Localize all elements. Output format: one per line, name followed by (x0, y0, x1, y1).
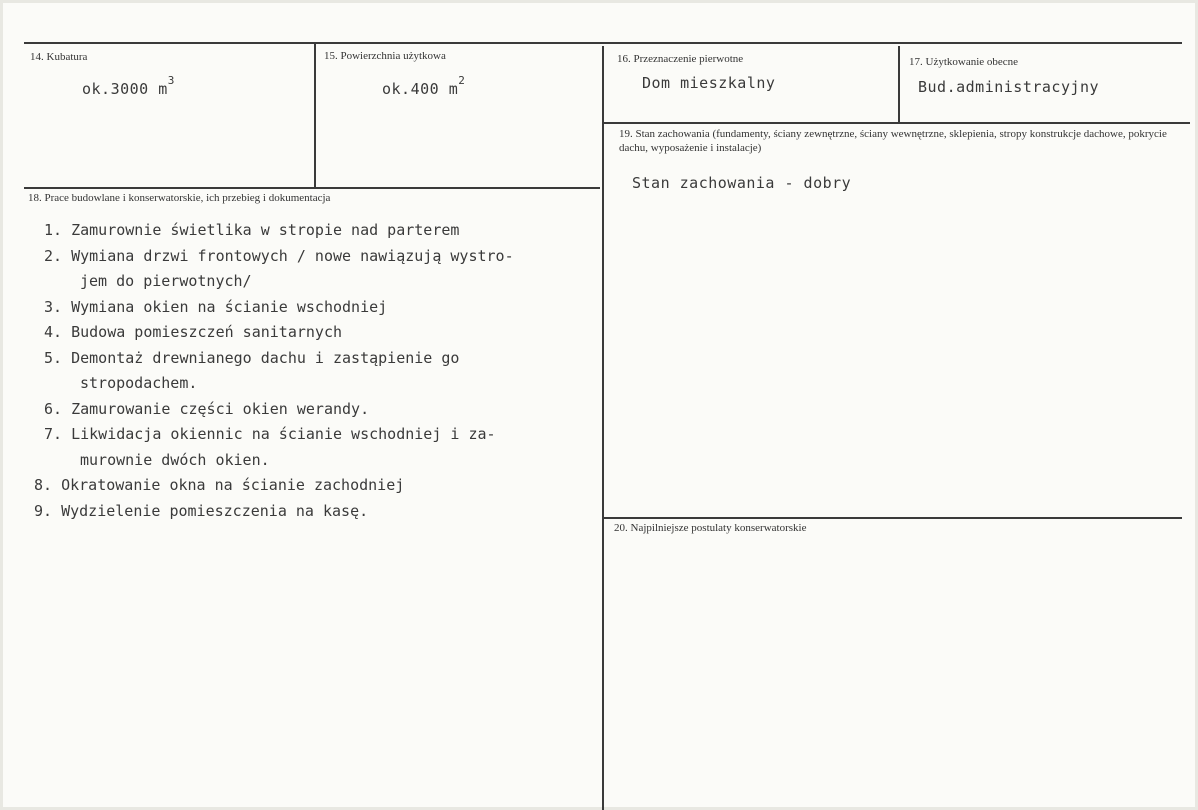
kubatura-value: ok.3000 $m^3$ (82, 74, 175, 98)
prace-budowlane-list (34, 218, 604, 524)
work-item (44, 295, 604, 321)
uzytkowanie-label: 17. Użytkowanie obecne (909, 56, 1019, 68)
kubatura-label: 14. Kubatura (30, 51, 88, 63)
work-item-text: 1. Zamurownie świetlika w stropie nad parterem (44, 221, 460, 239)
top-rule (24, 42, 1182, 44)
work-item-text: 8. Okratowanie okna na ścianie zachodniej (34, 476, 405, 494)
work-item (44, 346, 604, 397)
work-item (44, 422, 604, 473)
work-item (44, 320, 604, 346)
postulaty-label: 20. Najpilniejsze postulaty konserwatorskie (614, 522, 807, 534)
work-item (34, 473, 604, 499)
work-item (34, 499, 604, 525)
przeznaczenie-value: Dom mieszkalny (642, 74, 776, 92)
work-item-text: 3. Wymiana okien na ścianie wschodniej (44, 297, 388, 316)
rule-under-14-15 (24, 187, 600, 189)
work-item-text: 6. Zamurowanie części okien werandy. (44, 399, 370, 418)
powierzchnia-value: ok.400 $m^2$ (382, 74, 466, 98)
work-item-text: 5. Demontaż drewnianego dachu i zastąpienie go (44, 348, 460, 367)
work-item-text: 4. Budowa pomieszczeń sanitarnych (44, 323, 343, 341)
rule-above-20 (604, 517, 1182, 519)
work-item-text: 2. Wymiana drzwi frontowych / nowe nawiązują wystro- (44, 246, 514, 265)
work-item (44, 244, 604, 295)
stan-zachowania-value: Stan zachowania - dobry (632, 174, 852, 192)
rule-under-16-17 (604, 122, 1190, 124)
work-item-continuation: stropodachem. (80, 374, 198, 392)
stan-zachowania-label: 19. Stan zachowania (fundamenty, ściany zewnętrzne, ściany wewnętrzne, sklepienia, stropy konstrukcje dachowe, pokrycie dachu, wyposażenie i instalacje) (619, 128, 1167, 154)
divider-14-15 (314, 43, 316, 187)
work-item-text: 9. Wydzielenie pomieszczenia na kasę. (34, 501, 369, 520)
przeznaczenie-label: 16. Przeznaczenie pierwotne (617, 53, 744, 65)
kubatura-unit-exponent: 3 (167, 74, 175, 87)
work-item (44, 397, 604, 423)
powierzchnia-label: 15. Powierzchnia użytkowa (324, 50, 446, 62)
powierzchnia-unit-exponent: 2 (458, 74, 466, 87)
uzytkowanie-value: Bud.administracyjny (918, 78, 1100, 96)
work-item-continuation: murownie dwóch okien. (80, 450, 270, 469)
work-item-continuation: jem do pierwotnych/ (80, 272, 252, 290)
work-item (44, 218, 604, 244)
work-item-text: 7. Likwidacja okiennic na ścianie wschodniej i za- (44, 425, 496, 443)
prace-budowlane-label: 18. Prace budowlane i konserwatorskie, ich przebieg i dokumentacja (28, 192, 331, 204)
divider-16-17 (898, 46, 900, 122)
